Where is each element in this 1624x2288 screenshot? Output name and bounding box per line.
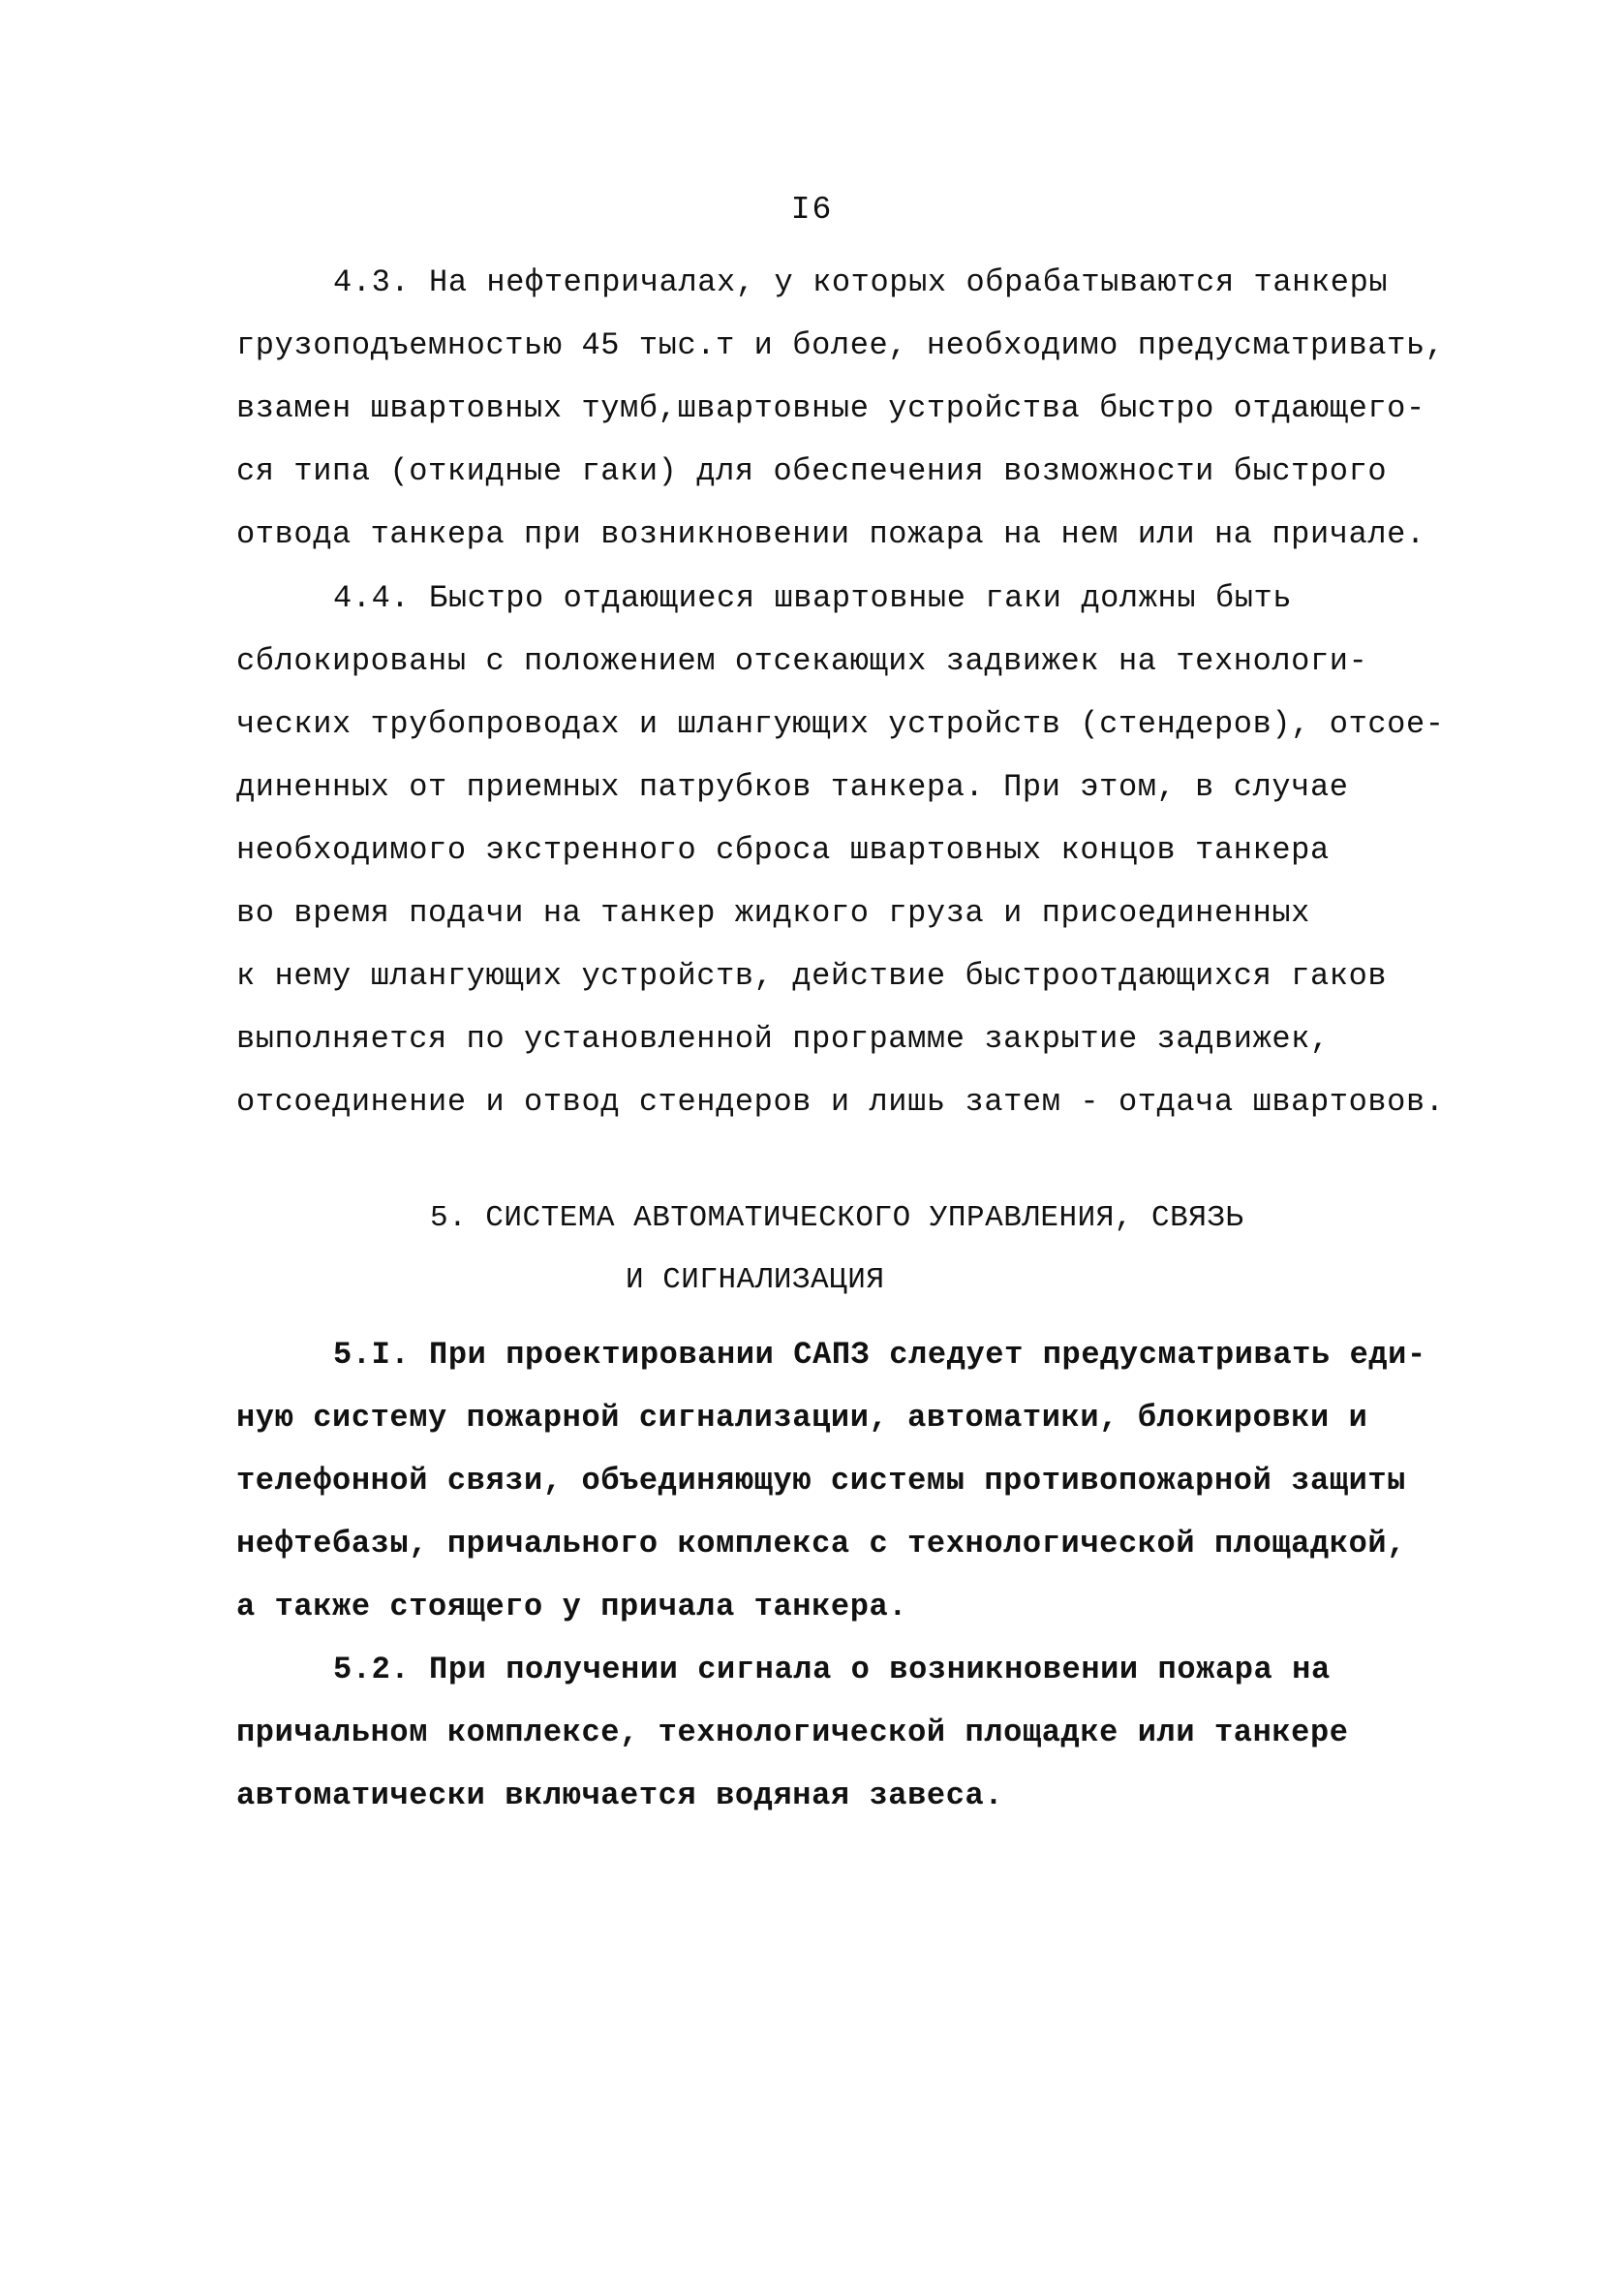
paragraph-4-4	[236, 567, 1445, 1133]
paragraph-line: ся типа (откидные гаки) для обеспечения возможности быстрого	[236, 453, 1388, 489]
paragraph-line: отсоединение и отвод стендеров и лишь затем - отдача швартовов.	[236, 1084, 1445, 1120]
paragraph-5-2	[236, 1638, 1437, 1827]
paragraph-line: а также стоящего у причала танкера.	[236, 1589, 908, 1624]
paragraph-line: выполняется по установленной программе закрытие задвижек,	[236, 1021, 1330, 1057]
paragraph-line: 4.4. Быстро отдающиеся швартовные гаки должны быть	[333, 580, 1293, 616]
paragraph-line: 5.I. При проектировании САПЗ следует предусматривать еди-	[333, 1337, 1426, 1373]
section-heading-line: И СИГНАЛИЗАЦИЯ	[626, 1263, 885, 1297]
paragraph-line: к нему шлангующих устройств, действие быстроотдающихся гаков	[236, 958, 1388, 994]
paragraph-line: автоматически включается водяная завеса.	[236, 1778, 1004, 1813]
paragraph-line: грузоподъемностью 45 тыс.т и более, необходимо предусматривать,	[236, 327, 1445, 363]
paragraph-line: телефонной связи, объединяющую системы противопожарной защиты	[236, 1463, 1406, 1499]
paragraph-line: 5.2. При получении сигнала о возникновении пожара на	[333, 1652, 1331, 1687]
paragraph-line: отвода танкера при возникновении пожара на нем или на причале.	[236, 516, 1425, 552]
paragraph-line: сблокированы с положением отсекающих задвижек на технологи-	[236, 643, 1368, 679]
paragraph-line: взамен швартовных тумб,швартовные устройства быстро отдающего-	[236, 390, 1425, 426]
paragraph-line: причальном комплексе, технологической площадке или танкере	[236, 1715, 1349, 1750]
section-heading-line: 5. СИСТЕМА АВТОМАТИЧЕСКОГО УПРАВЛЕНИЯ, СВЯЗЬ	[430, 1201, 1244, 1235]
paragraph-4-3	[236, 251, 1445, 566]
paragraph-line: 4.3. На нефтепричалах, у которых обрабатываются танкеры	[333, 264, 1389, 300]
paragraph-line: необходимого экстренного сброса швартовных концов танкера	[236, 832, 1330, 868]
paragraph-line: во время подачи на танкер жидкого груза и присоединенных	[236, 895, 1310, 931]
paragraph-5-1	[236, 1323, 1437, 1638]
paragraph-line: ную систему пожарной сигнализации, автоматики, блокировки и	[236, 1400, 1368, 1436]
page-number: I6	[790, 192, 834, 228]
paragraph-line: диненных от приемных патрубков танкера. При этом, в случае	[236, 769, 1349, 805]
section-5-heading	[430, 1188, 1624, 1312]
paragraph-line: ческих трубопроводах и шлангующих устройств (стендеров), отсое-	[236, 706, 1445, 742]
paragraph-line: нефтебазы, причального комплекса с технологической площадкой,	[236, 1526, 1406, 1561]
